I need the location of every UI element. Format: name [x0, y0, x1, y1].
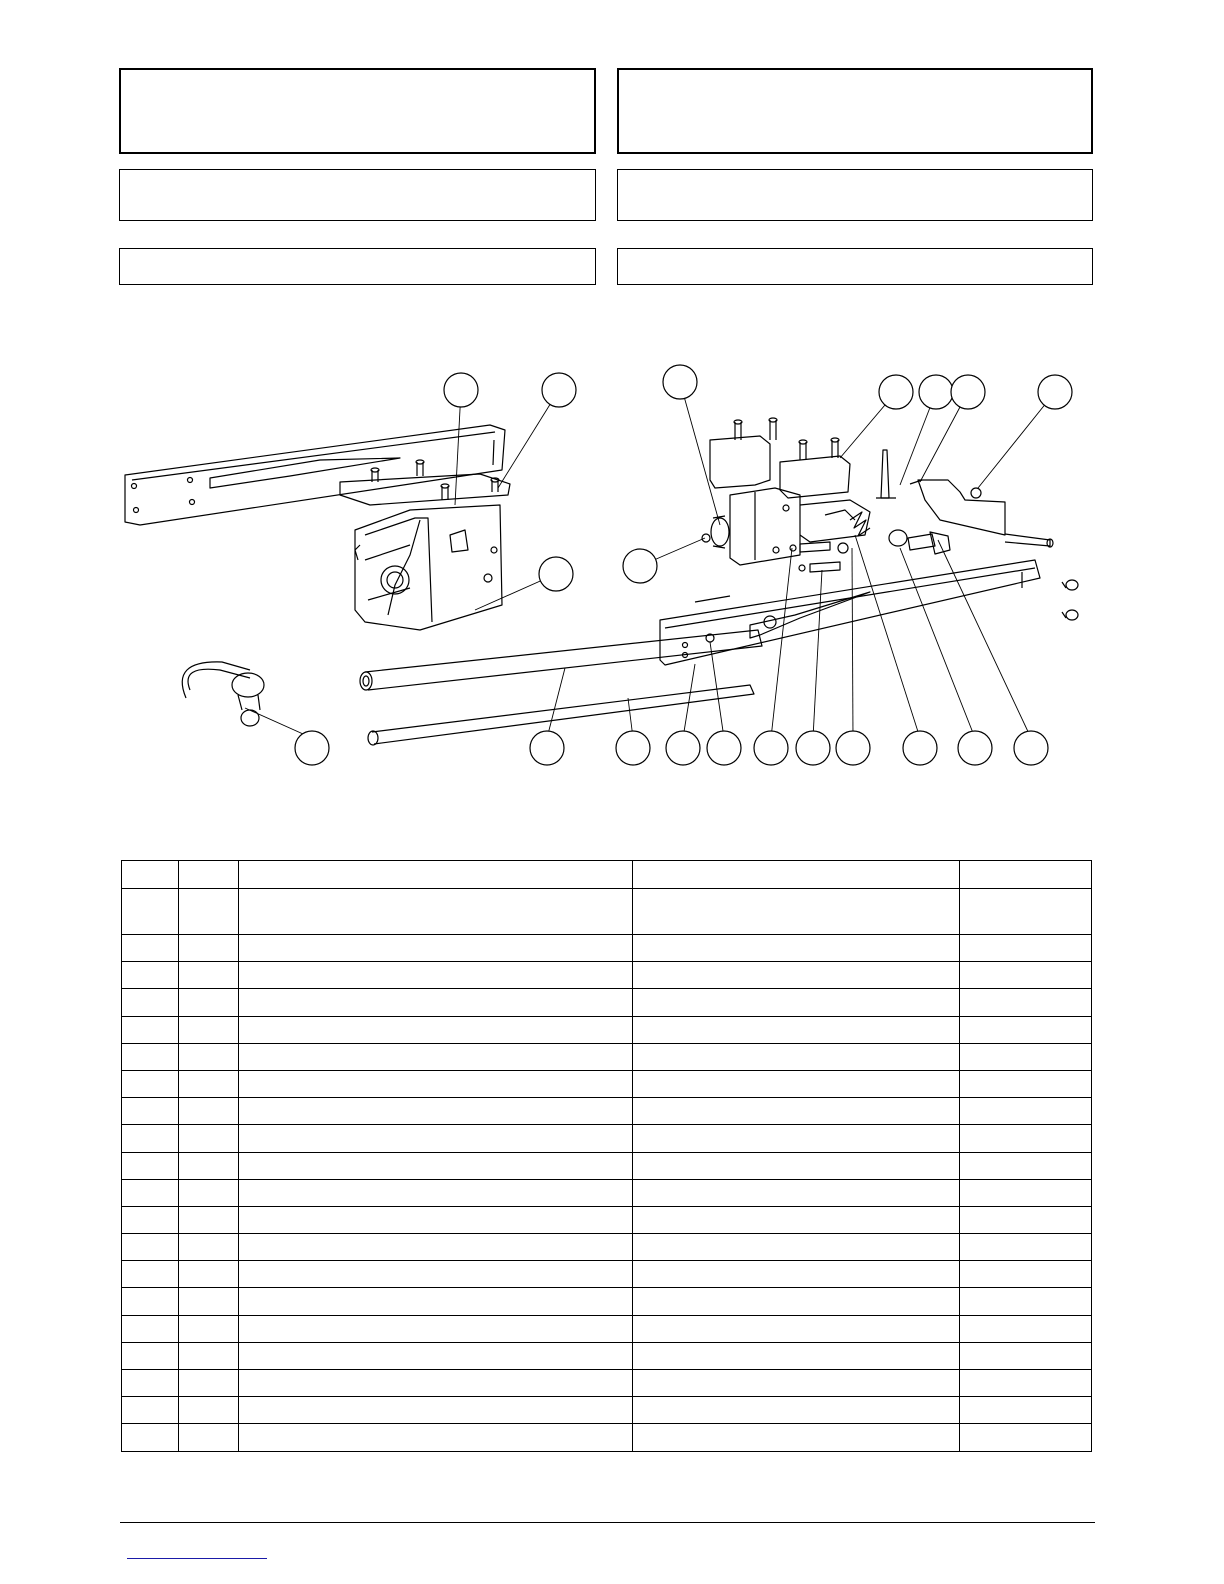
table-row [122, 1152, 1092, 1179]
table-cell [122, 1098, 179, 1125]
table-cell [122, 1206, 179, 1233]
table-cell [179, 1370, 239, 1397]
table-cell [633, 935, 960, 962]
table-row [122, 1424, 1092, 1451]
table-row [122, 1179, 1092, 1206]
table-cell [179, 989, 239, 1016]
table-cell [122, 889, 179, 935]
table-cell [960, 935, 1092, 962]
table-cell [960, 1424, 1092, 1451]
table-cell [239, 1125, 633, 1152]
callout-10 [295, 731, 329, 765]
table-row [122, 1098, 1092, 1125]
table-cell [122, 1043, 179, 1070]
callout-4 [879, 375, 913, 409]
table-cell [239, 861, 633, 889]
table-cell [179, 1342, 239, 1369]
table-cell [179, 861, 239, 889]
table-cell [179, 1016, 239, 1043]
table-cell [960, 1315, 1092, 1342]
callout-14 [707, 731, 741, 765]
table-cell [960, 1397, 1092, 1424]
table-row [122, 1261, 1092, 1288]
table-cell [633, 1288, 960, 1315]
table-cell [179, 1234, 239, 1261]
table-cell [633, 1315, 960, 1342]
table-cell [239, 1070, 633, 1097]
table-cell [122, 861, 179, 889]
table-cell [239, 1342, 633, 1369]
table-cell [239, 1424, 633, 1451]
table-cell [122, 1370, 179, 1397]
table-cell [239, 1234, 633, 1261]
table-cell [179, 1206, 239, 1233]
callout-6 [951, 375, 985, 409]
table-cell [122, 989, 179, 1016]
table-cell [122, 1424, 179, 1451]
table-cell [239, 989, 633, 1016]
table-cell [179, 1043, 239, 1070]
table-cell [239, 1152, 633, 1179]
table-row [122, 935, 1092, 962]
table-cell [122, 1179, 179, 1206]
table-cell [239, 1315, 633, 1342]
table-cell [239, 962, 633, 989]
table-cell [239, 1370, 633, 1397]
callout-11 [530, 731, 564, 765]
table-cell [633, 1125, 960, 1152]
footer-rule [120, 1522, 1095, 1523]
table-cell [633, 1098, 960, 1125]
table-row [122, 889, 1092, 935]
callout-3 [663, 365, 697, 399]
table-cell [633, 1261, 960, 1288]
table-cell [960, 962, 1092, 989]
table-cell [179, 889, 239, 935]
table-cell [633, 1370, 960, 1397]
table-cell [960, 1288, 1092, 1315]
table-cell [633, 1206, 960, 1233]
table-cell [122, 1288, 179, 1315]
right-top-bracket [710, 418, 850, 498]
right-knob [702, 516, 729, 548]
callout-12 [616, 731, 650, 765]
table-row [122, 1206, 1092, 1233]
table-header-row [122, 861, 1092, 889]
table-row [122, 962, 1092, 989]
table-cell [122, 1397, 179, 1424]
table-cell [633, 1043, 960, 1070]
table-cell [179, 1424, 239, 1451]
table-cell [633, 1070, 960, 1097]
callout-18 [903, 731, 937, 765]
model-box-right [617, 169, 1093, 221]
right-loose-screws [1062, 580, 1078, 620]
table-cell [633, 989, 960, 1016]
table-cell [179, 1288, 239, 1315]
table-cell [633, 1397, 960, 1424]
info-box-left [119, 248, 596, 285]
table-cell [960, 1070, 1092, 1097]
right-latch-body [730, 488, 870, 565]
table-row [122, 1288, 1092, 1315]
model-box-left [119, 169, 596, 221]
table-cell [239, 889, 633, 935]
table-cell [239, 935, 633, 962]
callout-1 [444, 373, 478, 407]
callout-bubbles [295, 365, 1072, 765]
table-cell [239, 1206, 633, 1233]
table-cell [122, 1152, 179, 1179]
table-row [122, 1397, 1092, 1424]
table-cell [239, 1043, 633, 1070]
callout-16 [796, 731, 830, 765]
table-cell [633, 1234, 960, 1261]
parts-table [121, 860, 1092, 1452]
left-rail [125, 425, 505, 525]
table-cell [179, 1152, 239, 1179]
table-cell [122, 1315, 179, 1342]
callout-20 [1014, 731, 1048, 765]
table-cell [179, 1315, 239, 1342]
table-cell [633, 1016, 960, 1043]
table-cell [239, 1397, 633, 1424]
table-cell [179, 1261, 239, 1288]
table-cell [239, 1288, 633, 1315]
table-cell [960, 1342, 1092, 1369]
table-cell [122, 1125, 179, 1152]
right-rail [660, 560, 1040, 665]
table-cell [633, 1179, 960, 1206]
table-cell [122, 1016, 179, 1043]
table-cell [122, 1261, 179, 1288]
footer-link[interactable] [127, 1558, 267, 1559]
table-row [122, 1342, 1092, 1369]
callout-8 [623, 549, 657, 583]
table-cell [633, 962, 960, 989]
table-row [122, 1070, 1092, 1097]
table-row [122, 1125, 1092, 1152]
table-cell [633, 1152, 960, 1179]
table-cell [960, 861, 1092, 889]
table-cell [122, 1070, 179, 1097]
table-cell [179, 935, 239, 962]
table-cell [122, 1234, 179, 1261]
table-cell [179, 962, 239, 989]
callout-17 [836, 731, 870, 765]
table-cell [122, 935, 179, 962]
left-tubes [360, 630, 762, 745]
title-box-right [617, 68, 1093, 154]
callout-7 [1038, 375, 1072, 409]
callout-5 [919, 375, 953, 409]
table-row [122, 1370, 1092, 1397]
table-row [122, 1315, 1092, 1342]
table-cell [960, 1206, 1092, 1233]
table-cell [179, 1098, 239, 1125]
table-row [122, 989, 1092, 1016]
table-cell [960, 1043, 1092, 1070]
table-cell [122, 962, 179, 989]
table-cell [960, 1261, 1092, 1288]
table-cell [179, 1397, 239, 1424]
callout-9 [539, 557, 573, 591]
left-u-clamp [182, 662, 264, 726]
left-latch-housing [355, 505, 502, 630]
callout-15 [754, 731, 788, 765]
info-box-right [617, 248, 1093, 285]
table-cell [960, 1234, 1092, 1261]
table-cell [960, 1370, 1092, 1397]
right-cam-lever [876, 450, 1053, 547]
callout-13 [666, 731, 700, 765]
table-cell [960, 989, 1092, 1016]
table-cell [179, 1179, 239, 1206]
title-box-left [119, 68, 596, 154]
table-cell [239, 1098, 633, 1125]
table-cell [179, 1125, 239, 1152]
table-cell [960, 1179, 1092, 1206]
table-cell [960, 889, 1092, 935]
table-cell [960, 1152, 1092, 1179]
callout-19 [958, 731, 992, 765]
callout-2 [542, 373, 576, 407]
table-cell [960, 1098, 1092, 1125]
right-assembly [660, 418, 1078, 665]
table-cell [179, 1070, 239, 1097]
table-cell [122, 1342, 179, 1369]
left-assembly [125, 425, 762, 745]
table-row [122, 1043, 1092, 1070]
left-top-bracket [340, 460, 510, 505]
table-cell [633, 1342, 960, 1369]
table-cell [960, 1125, 1092, 1152]
table-cell [239, 1179, 633, 1206]
table-row [122, 1234, 1092, 1261]
table-cell [239, 1261, 633, 1288]
exploded-parts-diagram [110, 360, 1110, 780]
table-row [122, 1016, 1092, 1043]
table-cell [960, 1016, 1092, 1043]
table-cell [633, 1424, 960, 1451]
table-cell [239, 1016, 633, 1043]
table-cell [633, 889, 960, 935]
table-cell [633, 861, 960, 889]
